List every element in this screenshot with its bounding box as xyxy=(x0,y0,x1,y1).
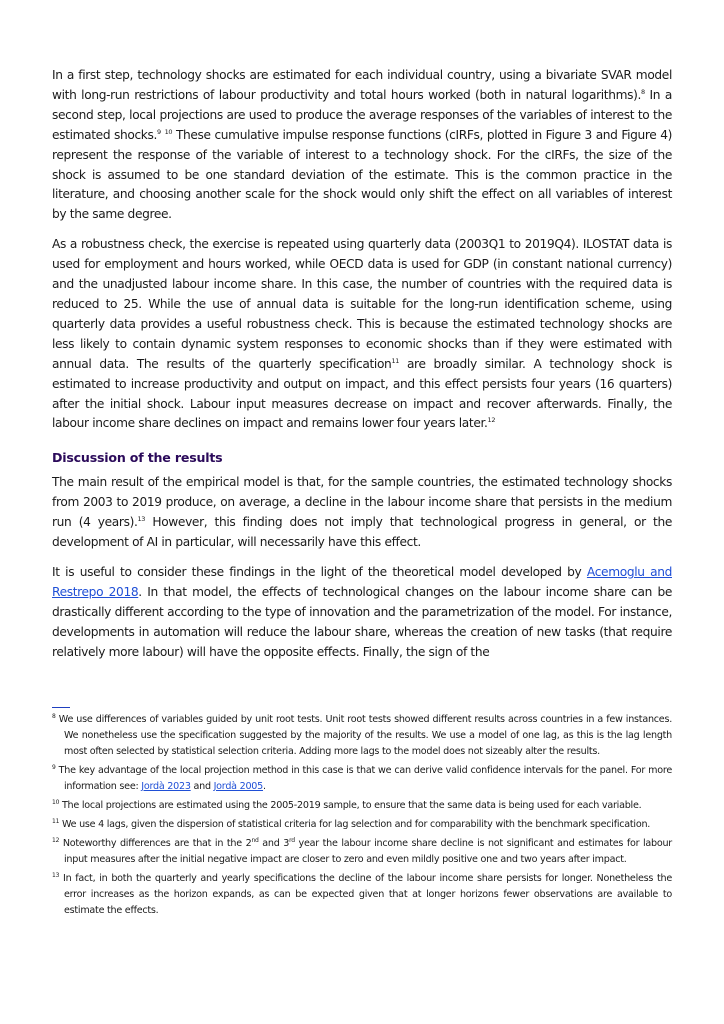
footnote-number: 8 xyxy=(52,713,56,720)
footnote-text: We use differences of variables guided by unit root tests. Unit root tests showed different results across countries in a few instances. We nonetheless use the specification suggested by the majority of the results. We use a model of one lag, as this is the lag length most often selected by statistical selection criteria. Adding more lags to the model does not sizeably alter the results. xyxy=(55,714,672,757)
footnote-text: The key advantage of the local projection method in this case is that we can derive valid confidence intervals for the panel. For more information see: xyxy=(55,765,672,792)
acemoglu-restrepo-link[interactable]: Acemoglu and Restrepo 2018 xyxy=(52,564,672,599)
footnote-9 xyxy=(52,763,672,795)
footnote-13 xyxy=(52,871,672,919)
paragraph-theoretical-model xyxy=(52,563,672,663)
paragraph-technology-shocks xyxy=(52,66,672,225)
text: In a second step, local projections are used to produce the average responses of the variables of interest to the estimated shocks. xyxy=(52,87,672,142)
text: These cumulative impulse response functions (cIRFs, plotted in Figure 3 and Figure 4) represent the response of the variable of interest to a technology shock. For the cIRFs, the size of the shock is assumed to be one standard deviation of the estimate. This is the common practice in the literature, and choosing another scale for the shock would only shift the effect on all variables of interest by the same degree. xyxy=(52,127,672,222)
footnote-ref-8[interactable]: 8 xyxy=(641,87,645,96)
footnote-12 xyxy=(52,836,672,868)
footnote-text: . xyxy=(263,781,266,792)
footnotes xyxy=(52,712,672,922)
footnote-text: and xyxy=(190,781,214,792)
jorda-2005-link[interactable]: Jordà 2005 xyxy=(213,781,264,792)
document-body xyxy=(52,66,672,672)
footnote-ref-13[interactable]: 13 xyxy=(137,515,146,524)
text: . In that model, the effects of technological changes on the labour income share can be drastically different according to the type of innovation and the parametrization of the model. For instance, developments in automation will reduce the labour share, whereas the creation of new tasks (that require relatively more labour) will have the opposite effects. Finally, the sign of the xyxy=(52,584,672,659)
footnote-11 xyxy=(52,817,672,833)
paragraph-robustness-check xyxy=(52,235,672,434)
footnote-ref-10[interactable]: 10 xyxy=(164,127,173,136)
footnote-number: 13 xyxy=(52,872,60,879)
footnote-number: 11 xyxy=(52,818,60,825)
jorda-2023-link[interactable]: Jordà 2023 xyxy=(141,781,191,792)
footnote-ref-11[interactable]: 11 xyxy=(391,356,400,365)
text: As a robustness check, the exercise is repeated using quarterly data (2003Q1 to 2019Q4). ILOSTAT data is used for employment and hours worked, while OECD data is used for GDP (in constant national currency) and the unadjusted labour income share. In this case, the number of countries with the required data is reduced to 25. While the use of annual data is suitable for the long-run identification scheme, using quarterly data provides a useful robustness check. This is because the estimated technology shocks are less likely to contain dynamic system responses to economic shocks than if they were estimated with annual data. The results of the quarterly specification xyxy=(52,237,672,371)
footnote-text: We use 4 lags, given the dispersion of statistical criteria for lag selection and for comparability with the benchmark specification. xyxy=(59,819,651,830)
text: However, this finding does not imply that technological progress in general, or the development of AI in particular, will necessarily have this effect. xyxy=(52,515,672,550)
footnote-text: and 3 xyxy=(258,838,290,849)
footnote-number: 12 xyxy=(52,837,60,844)
footnote-text: In fact, in both the quarterly and yearly specifications the decline of the labour income share persists for longer. Nonetheless the error increases as the horizon expands, as can be expected given that at longer horizons fewer observations are available to estimate the effects. xyxy=(59,873,672,916)
paragraph-main-result xyxy=(52,473,672,553)
text: The main result of the empirical model is that, for the sample countries, the estimated technology shocks from 2003 to 2019 produce, on average, a decline in the labour income share that persists in the medium run (4 years). xyxy=(52,475,672,530)
text: are broadly similar. A technology shock is estimated to increase productivity and output on impact, and this effect persists four years (16 quarters) after the initial shock. Labour input measures decrease on impact and recover afterwards. Finally, the labour income share declines on impact and remains lower four years later. xyxy=(52,356,672,431)
footnote-10 xyxy=(52,798,672,814)
footnote-text: Noteworthy differences are that in the 2 xyxy=(59,838,252,849)
section-heading: Discussion of the results xyxy=(52,450,223,466)
ordinal-suffix: rd xyxy=(289,837,295,844)
footnote-number: 10 xyxy=(52,799,60,806)
text: In a first step, technology shocks are estimated for each individual country, using a bivariate SVAR model with long-run restrictions of labour productivity and total hours worked (both in natural logarithms). xyxy=(52,68,672,102)
footnote-separator xyxy=(52,707,70,708)
text: It is useful to consider these findings in the light of the theoretical model developed by xyxy=(52,564,587,579)
footnote-ref-9[interactable]: 9 xyxy=(157,127,161,136)
footnote-8 xyxy=(52,712,672,760)
footnote-text: year the labour income share decline is not significant and estimates for labour input measures after the initial negative impact are closer to zero and even mildly positive one and two years after impact. xyxy=(64,838,673,865)
footnote-text: The local projections are estimated using the 2005-2019 sample, to ensure that the same data is being used for each variable. xyxy=(59,800,642,811)
footnote-number: 9 xyxy=(52,764,56,771)
footnote-ref-12[interactable]: 12 xyxy=(487,416,496,425)
ordinal-suffix: nd xyxy=(251,837,259,844)
